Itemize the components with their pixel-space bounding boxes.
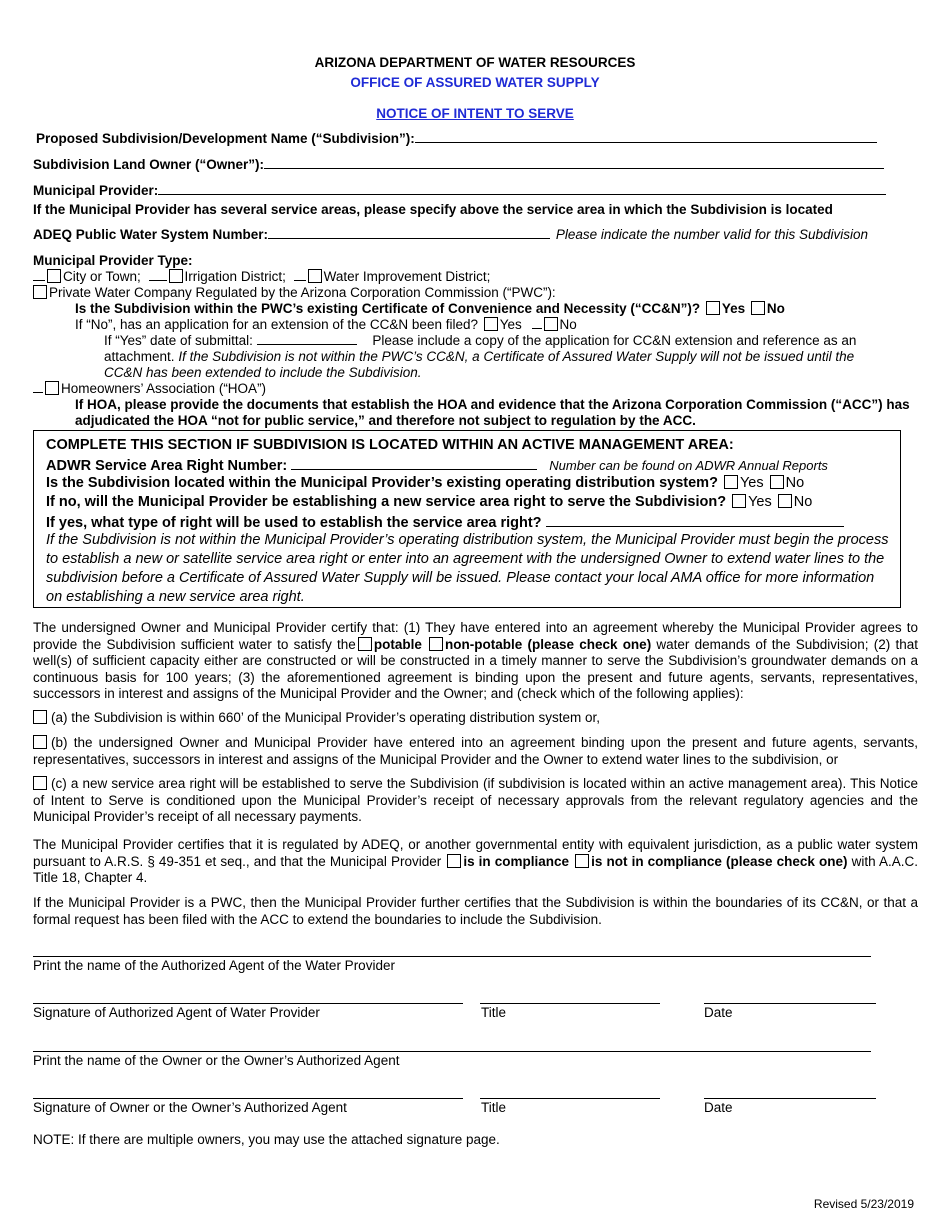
ama-note: If the Subdivision is not within the Municipal Provider’s operating distribution system, the Municipal Provider must begin the process to establish a new or satellite service area right or enter into an agreement with the undersigned Owner to extend water lines to the subdivision before a Certificate of Assured Water Supply will be issued. Please contact your local AMA office for more information on establishing a new service area right. <box>46 532 889 605</box>
hoa-row <box>33 381 266 396</box>
option-b-row <box>33 735 918 768</box>
hoa-note-1: If HOA, please provide the documents that establish the HOA and evidence that the Arizona Corporation Commission (“ACC”) has <box>75 397 910 412</box>
adeq-input-line[interactable] <box>268 227 550 239</box>
owner-title-label: Title <box>481 1100 507 1115</box>
owner-field[interactable] <box>33 157 884 172</box>
extension-yes-checkbox[interactable] <box>484 317 498 331</box>
ama-q3-row <box>46 513 844 531</box>
non-potable-label: non-potable (please check one) <box>445 636 652 652</box>
agent-name-label: Print the name of the Authorized Agent of the Water Provider <box>33 958 395 973</box>
extension-no-checkbox[interactable] <box>544 317 558 331</box>
agent-name-line[interactable] <box>33 956 871 957</box>
adeq-certification-a: The Municipal Provider certifies that it is regulated by ADEQ, or another governmental entity with equivalent jurisdiction, as a public water system pursuant to A.R.S. § 49-351 et seq., and that the Municipal Provider <box>33 837 918 869</box>
ccn-no-label: No <box>766 301 785 316</box>
certification-intro-b: water demands of the Subdivision; (2) that well(s) of sufficient capacity either are constructed or will be constructed in a timely manner to serve the Subdivision’s groundwater demands on a continuous basis for 100 years; (3) the aforementioned agreement is binding upon the present and future agents, servants, representatives, successors in interest and assigns of the Municipal Provider and the Owner; and (check which of the following applies): <box>33 636 918 701</box>
attachment-row <box>104 349 854 364</box>
option-a-row <box>33 710 918 727</box>
adeq-certification <box>33 837 918 887</box>
improvement-checkbox[interactable] <box>308 269 322 283</box>
office-title: OFFICE OF ASSURED WATER SUPPLY <box>350 75 600 90</box>
hoa-note-2: adjudicated the HOA “not for public service,” and therefore not subject to regulation by the ACC. <box>75 413 696 428</box>
ama-q2: If no, will the Municipal Provider be establishing a new service area right to serve the Subdivision? <box>46 494 727 510</box>
in-compliance-label: is in compliance <box>463 853 570 869</box>
ama-right-number-line[interactable] <box>291 456 537 470</box>
adeq-certification-b: with A.A.C. Title 18, Chapter 4. <box>33 853 918 885</box>
irrigation-label: Irrigation District; <box>184 269 286 284</box>
submittal-note: Please include a copy of the application for CC&N extension and reference as an <box>372 333 857 348</box>
submittal-date-line[interactable] <box>257 333 357 345</box>
extension-yes-label: Yes <box>499 317 522 332</box>
agent-title-label: Title <box>481 1005 507 1020</box>
provider-note: If the Municipal Provider has several service areas, please specify above the service area in which the Subdivision is located <box>33 202 833 217</box>
agent-date-line[interactable] <box>704 1003 876 1004</box>
owner-input-line[interactable] <box>264 157 884 169</box>
pwc-checkbox[interactable] <box>33 285 47 299</box>
owner-name-line[interactable] <box>33 1051 871 1052</box>
agent-signature-line[interactable] <box>33 1003 463 1004</box>
agent-title-line[interactable] <box>480 1003 660 1004</box>
owner-signature-label: Signature of Owner or the Owner’s Authorized Agent <box>33 1100 347 1115</box>
pwc-certification: If the Municipal Provider is a PWC, then the Municipal Provider further certifies that the Subdivision is within the boundaries of its CC&N, or that a formal request has been filed with the ACC to extend the boundaries to include the Subdivision. <box>33 895 918 927</box>
improvement-label: Water Improvement District; <box>323 269 491 284</box>
extension-row <box>75 317 577 332</box>
owner-title-line[interactable] <box>480 1098 660 1099</box>
ama-heading: COMPLETE THIS SECTION IF SUBDIVISION IS LOCATED WITHIN AN ACTIVE MANAGEMENT AREA: <box>46 437 734 453</box>
owner-signature-line[interactable] <box>33 1098 463 1099</box>
provider-input-line[interactable] <box>158 183 886 195</box>
provider-type-heading: Municipal Provider Type: <box>33 253 193 268</box>
pwc-label: Private Water Company Regulated by the Arizona Corporation Commission (“PWC”): <box>49 285 556 300</box>
ccn-question: Is the Subdivision within the PWC’s existing Certificate of Convenience and Necessity (“CC&N”)? <box>75 301 701 316</box>
multiple-owners-note: NOTE: If there are multiple owners, you may use the attached signature page. <box>33 1132 500 1147</box>
ama-section-box <box>33 430 901 608</box>
attachment-word: attachment. <box>104 349 175 364</box>
agent-date-label: Date <box>704 1005 733 1020</box>
hoa-checkbox[interactable] <box>45 381 59 395</box>
ccn-yes-label: Yes <box>721 301 746 316</box>
submittal-row <box>104 333 856 348</box>
adeq-field[interactable] <box>33 227 868 242</box>
ama-q1-no-label: No <box>785 475 805 491</box>
attachment-note: If the Subdivision is not within the PWC’s CC&N, a Certificate of Assured Water Supply will not be issued until the <box>178 349 855 364</box>
ccn-yes-checkbox[interactable] <box>706 301 720 315</box>
subdivision-field[interactable] <box>36 131 877 146</box>
ama-q2-no-checkbox[interactable] <box>778 494 792 508</box>
non-potable-checkbox[interactable] <box>429 637 443 651</box>
ama-q3-line[interactable] <box>546 513 844 527</box>
ama-q1-no-checkbox[interactable] <box>770 475 784 489</box>
option-c-text: (c) a new service area right will be established to serve the Subdivision (if subdivision is located within an active management area). This Notice of Intent to Serve is conditioned upon the Municipal Provider’s receipt of necessary approvals from the relevant regulatory agencies and the Municipal Provider’s receipt of all necessary payments. <box>33 776 918 824</box>
agent-signature-label: Signature of Authorized Agent of Water Provider <box>33 1005 320 1020</box>
potable-label: potable <box>373 636 422 652</box>
owner-name-label: Print the name of the Owner or the Owner’s Authorized Agent <box>33 1053 400 1068</box>
city-checkbox[interactable] <box>47 269 61 283</box>
attachment-note-2: CC&N has been extended to include the Subdivision. <box>104 365 422 380</box>
in-compliance-checkbox[interactable] <box>447 854 461 868</box>
ama-q1: Is the Subdivision located within the Municipal Provider’s existing operating distribution system? <box>46 475 718 491</box>
potable-checkbox[interactable] <box>358 637 372 651</box>
ama-q1-yes-checkbox[interactable] <box>724 475 738 489</box>
owner-date-line[interactable] <box>704 1098 876 1099</box>
option-a-checkbox[interactable] <box>33 710 47 724</box>
owner-label: Subdivision Land Owner (“Owner”): <box>33 157 265 172</box>
ccn-question-row <box>75 301 785 316</box>
adeq-label: ADEQ Public Water System Number: <box>33 227 269 242</box>
not-compliance-checkbox[interactable] <box>575 854 589 868</box>
certification-intro-a: The undersigned Owner and Municipal Provider certify that: (1) They have entered into an agreement whereby the Municipal Provider agrees to provide the Subdivision sufficient water to satisfy the <box>33 620 918 652</box>
revision-date: Revised 5/23/2019 <box>813 1197 914 1211</box>
option-b-text: (b) the undersigned Owner and Municipal Provider have entered into an agreement binding upon the present and future agents, servants, representatives, successors in interest and assigns of the Municipal Provider and the Owner to extend water lines to the subdivision, or <box>33 735 918 767</box>
subdivision-input-line[interactable] <box>415 131 877 143</box>
owner-date-label: Date <box>704 1100 733 1115</box>
hoa-label: Homeowners’ Association (“HOA”) <box>61 381 267 396</box>
pwc-row <box>33 285 556 300</box>
ama-right-number-row <box>46 456 828 474</box>
ama-q1-row <box>46 475 804 491</box>
extension-question: If “No”, has an application for an extension of the CC&N been filed? <box>75 317 478 332</box>
irrigation-checkbox[interactable] <box>169 269 183 283</box>
extension-no-label: No <box>559 317 577 332</box>
option-c-row <box>33 776 918 826</box>
ama-q2-yes-label: Yes <box>748 494 772 510</box>
ama-q3: If yes, what type of right will be used to establish the service area right? <box>46 515 542 531</box>
provider-field[interactable] <box>33 183 886 198</box>
ama-q2-yes-checkbox[interactable] <box>732 494 746 508</box>
submittal-label: If “Yes” date of submittal: <box>104 333 253 348</box>
ama-q1-yes-label: Yes <box>739 475 764 491</box>
not-compliance-label: is not in compliance (please check one) <box>591 853 848 869</box>
provider-label: Municipal Provider: <box>33 183 159 198</box>
ama-right-number-note: Number can be found on ADWR Annual Reports <box>549 458 828 473</box>
provider-type-row-1 <box>33 269 490 284</box>
option-a-text: (a) the Subdivision is within 660’ of the Municipal Provider’s operating distribution system or, <box>51 710 601 725</box>
agency-title: ARIZONA DEPARTMENT OF WATER RESOURCES <box>314 55 636 70</box>
certification-intro <box>33 620 918 703</box>
option-b-checkbox[interactable] <box>33 735 47 749</box>
page-title: NOTICE OF INTENT TO SERVE <box>376 106 574 121</box>
option-c-checkbox[interactable] <box>33 776 47 790</box>
adeq-note: Please indicate the number valid for this Subdivision <box>555 227 869 242</box>
city-label: City or Town; <box>63 269 141 284</box>
subdivision-label: Proposed Subdivision/Development Name (“Subdivision”): <box>36 131 415 146</box>
ccn-no-checkbox[interactable] <box>751 301 765 315</box>
ama-q2-row <box>46 494 812 510</box>
ama-q2-no-label: No <box>793 494 813 510</box>
ama-right-number-label: ADWR Service Area Right Number: <box>46 458 288 474</box>
